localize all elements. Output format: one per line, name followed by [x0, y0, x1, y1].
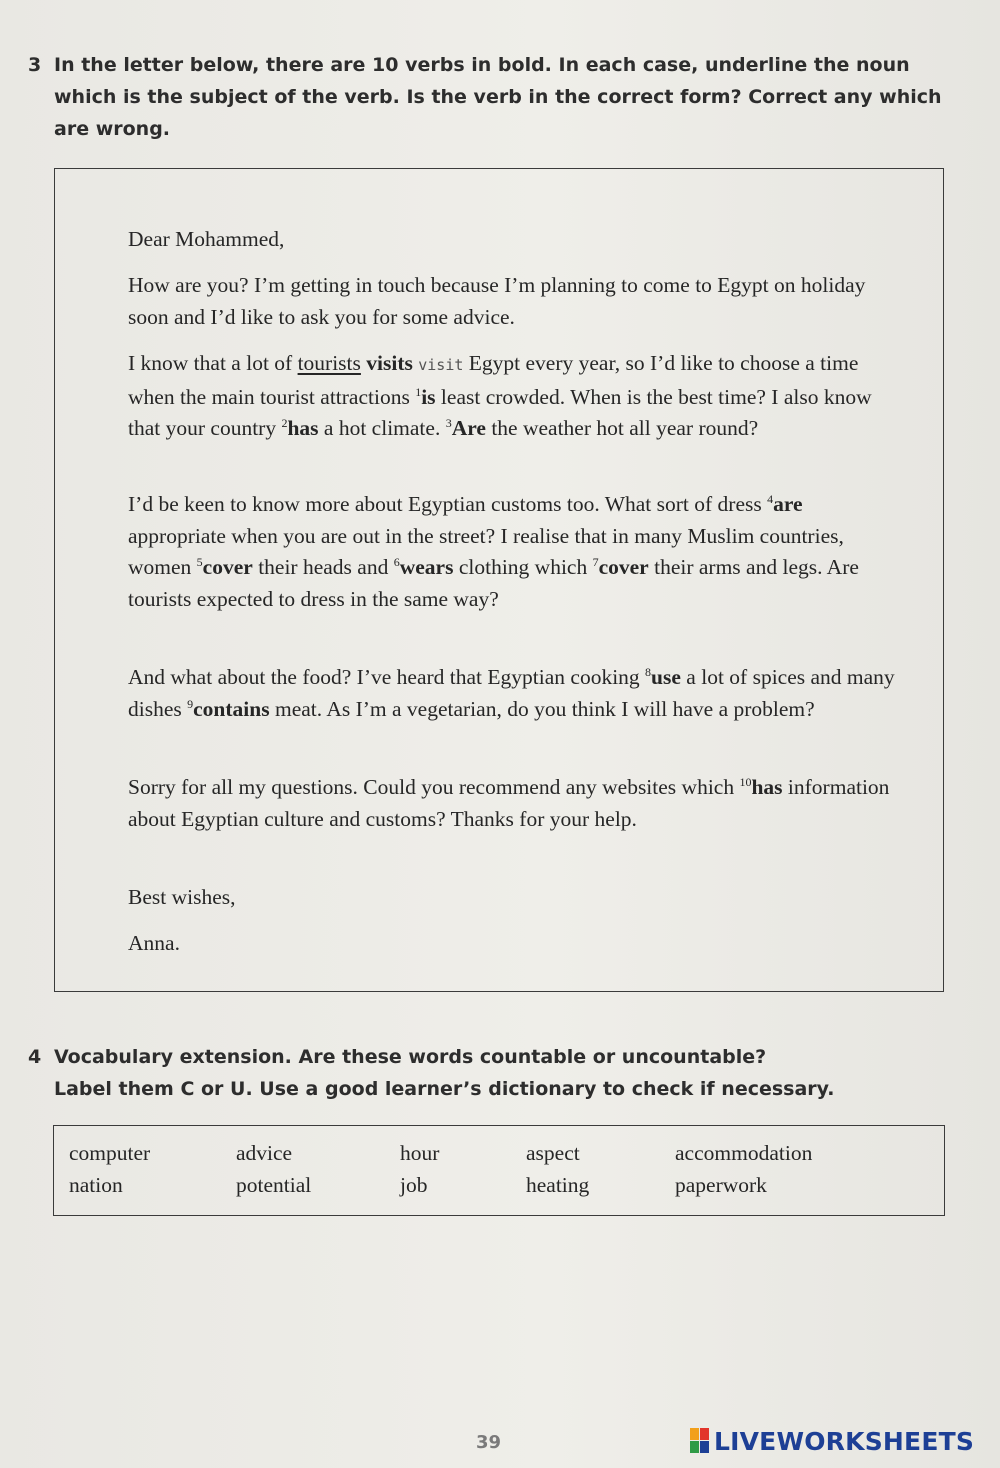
question-number: 4 — [28, 1046, 42, 1068]
vocab-word[interactable]: aspect — [526, 1141, 580, 1165]
vocab-word[interactable]: advice — [236, 1141, 293, 1165]
question-number: 3 — [28, 54, 42, 76]
verb-number: 6 — [393, 555, 400, 569]
question-instruction-line-1: Vocabulary extension. Are these words countable or uncountable? — [54, 1046, 767, 1068]
bold-verb[interactable]: cover — [202, 555, 253, 579]
bold-verb-example: visits — [366, 351, 413, 375]
bold-verb[interactable]: is — [421, 384, 436, 409]
letter-greeting: Dear Mohammed, — [128, 227, 285, 251]
bold-verb[interactable]: wears — [399, 555, 454, 579]
vocab-word[interactable]: heating — [526, 1173, 590, 1197]
verb-number: 9 — [187, 696, 194, 711]
verb-number: 10 — [739, 775, 752, 789]
question-instruction: In the letter below, there are 10 verbs in bold. In each case, underline the noun which is the subject of the verb. Is the verb in the correct form? Correct any which are wrong. — [54, 54, 942, 140]
verb-number: 7 — [592, 555, 599, 569]
bold-verb[interactable]: use — [651, 665, 681, 689]
bold-verb[interactable]: has — [287, 416, 319, 440]
bold-verb[interactable]: Are — [451, 416, 486, 440]
question-instruction-line-2: Label them C or U. Use a good learner’s dictionary to check if necessary. — [54, 1078, 835, 1100]
letter-closing: Best wishes, — [128, 885, 236, 909]
verb-number: 5 — [196, 555, 203, 569]
verb-number: 2 — [281, 416, 288, 430]
letter-paragraph-2: I know that a lot of tourists visits visit Egypt every year, so I’d like to choose a time when the main tourist attractions $^1$is least crowded. When is the best time? I also know that your country $^2$has a hot climate. $^3$Are the weather hot all year round? — [128, 351, 872, 440]
verb-number: 1 — [415, 384, 422, 399]
letter-signature: Anna. — [128, 931, 180, 955]
verb-number: 8 — [645, 665, 652, 679]
bold-verb[interactable]: cover — [598, 555, 649, 579]
vocab-word[interactable]: computer — [69, 1141, 151, 1165]
vocab-word[interactable]: paperwork — [675, 1173, 767, 1197]
page-number: 39 — [476, 1432, 502, 1453]
bold-verb[interactable]: contains — [193, 696, 270, 721]
underlined-subject: tourists — [297, 351, 361, 375]
vocab-word[interactable]: hour — [400, 1141, 440, 1165]
handwritten-correction[interactable]: visit — [418, 356, 464, 374]
letter-paragraph-4: And what about the food? I’ve heard that Egyptian cooking $^8$use a lot of spices and many dishes $^9$contains meat. As I’m a vegetarian, do you think I will have a problem? — [128, 665, 895, 721]
liveworksheets-icon — [690, 1428, 710, 1454]
bold-verb[interactable]: are — [773, 492, 803, 516]
letter-paragraph-1: How are you? I’m getting in touch because I’m planning to come to Egypt on holiday soon and I’d like to ask you for some advice. — [128, 273, 866, 329]
vocab-word[interactable]: accommodation — [675, 1141, 813, 1165]
liveworksheets-logo[interactable] — [690, 1424, 974, 1458]
letter-paragraph-5: Sorry for all my questions. Could you recommend any websites which $^{10}$has information about Egyptian culture and customs? Thanks for your help. — [128, 775, 890, 831]
liveworksheets-wordmark: LIVEWORKSHEETS — [714, 1426, 975, 1456]
vocab-word[interactable]: potential — [236, 1173, 312, 1197]
verb-number: 4 — [767, 492, 774, 506]
vocab-word[interactable]: nation — [69, 1173, 123, 1197]
letter-paragraph-3: I’d be keen to know more about Egyptian customs too. What sort of dress $^4$are appropriate when you are out in the street? I realise that in many Muslim countries, women $^5$cover their heads and $^6$wears clothing which $^7$cover their arms and legs. Are tourists expected to dress in the same way? — [128, 492, 859, 611]
verb-number: 3 — [445, 416, 452, 430]
vocab-word[interactable]: job — [400, 1173, 428, 1197]
bold-verb[interactable]: has — [751, 775, 783, 799]
